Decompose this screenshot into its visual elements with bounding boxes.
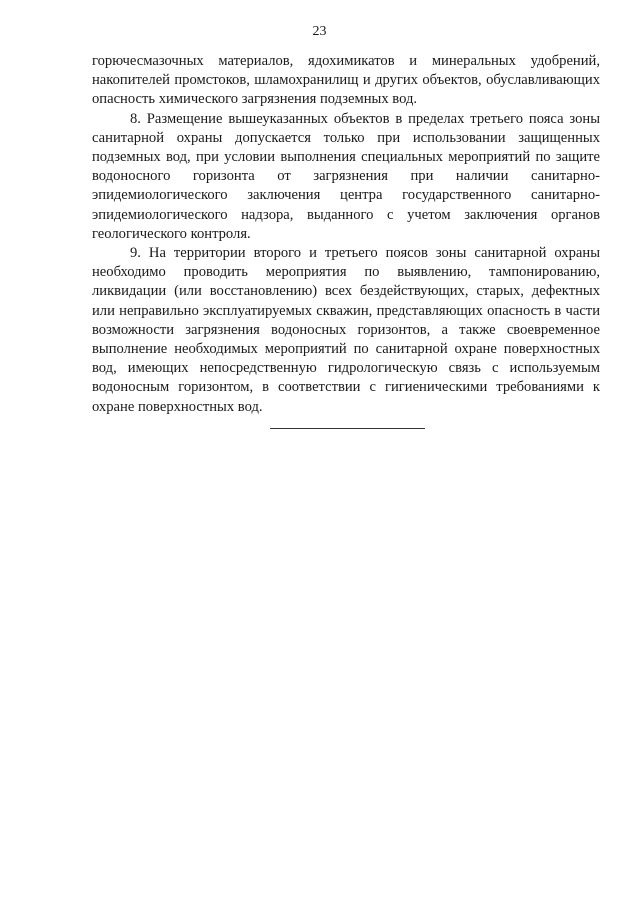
page-number: 23 <box>312 24 327 39</box>
paragraph-item-8: 8. Размещение вышеуказанных объектов в пределах третьего пояса зоны санитарной охраны допускается только при использовании защищенных подземных вод, при условии выполнения специальных мероприятий по защите водоносного горизонта от загрязнения при наличии санитарно-эпидемиологического заключения центра государственного санитарно-эпидемиологического надзора, выданного с учетом заключения органов геологического контроля. <box>92 110 600 242</box>
paragraph-item-9: 9. На территории второго и третьего поясов зоны санитарной охраны необходимо проводить мероприятия по выявлению, тампонированию, ликвидации (или восстановлению) всех бездействующих, старых, дефектных или неправильно эксплуатируемых скважин, представляющих опасность в части возможности загрязнения водоносных горизонтов, а также своевременное выполнение необходимых мероприятий по санитарной охране поверхностных вод, имеющих непосредственную гидрологическую связь с используемым водоносным горизонтом, в соответствии с гигиеническими требованиями к охране поверхностных вод. <box>92 245 600 415</box>
end-of-text-divider <box>270 428 425 429</box>
paragraph-continuation: горючесмазочных материалов, ядохимикатов и минеральных удобрений, накопителей промстоков, шламохранилищ и других объектов, обуславливающих опасность химического загрязнения подземных вод. <box>92 53 600 108</box>
document-body <box>92 52 600 417</box>
